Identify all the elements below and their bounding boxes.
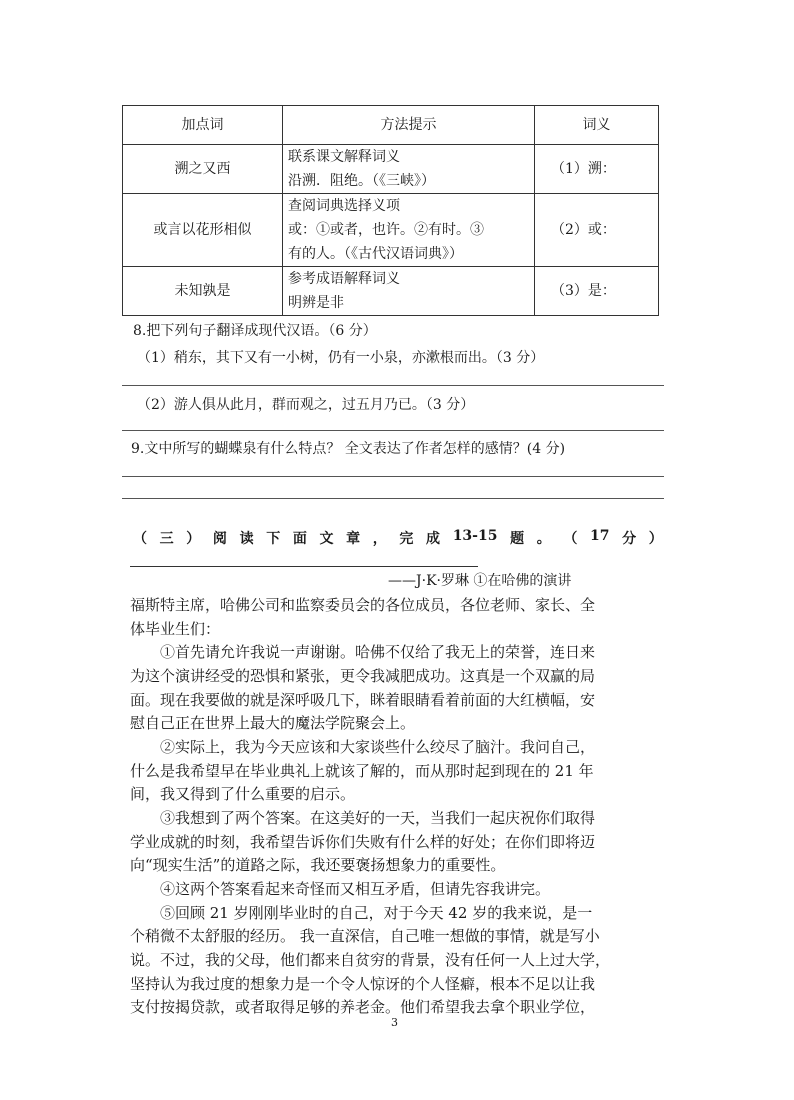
article-line: 坚持认为我过度的想象力是一个令人惊讶的个人怪癖，根本不足以让我 <box>130 975 596 993</box>
article-line: 福斯特主席，哈佛公司和监察委员会的各位成员，各位老师、家长、全 <box>130 596 596 614</box>
title-underline <box>130 566 478 567</box>
table-row <box>123 267 659 316</box>
heading-char: 。 <box>536 531 551 547</box>
table-cell-hint <box>283 194 535 267</box>
article-line: 为这个演讲经受的恐惧和紧张，更令我减肥成功。这真是一个双赢的局 <box>130 667 596 685</box>
heading-char: 三 <box>159 531 174 547</box>
heading-char: 13-15 <box>452 528 498 544</box>
heading-char: 章 <box>346 531 361 547</box>
page-number: 3 <box>391 1016 398 1029</box>
heading-char: 17 <box>590 528 610 544</box>
table-cell-hint <box>283 145 535 194</box>
heading-char: ， <box>372 531 387 547</box>
table-header-row <box>123 106 659 145</box>
article-line: ⑤回顾 21 岁刚刚毕业时的自己，对于今天 42 岁的我来说，是一 <box>130 904 593 922</box>
heading-char: 面 <box>292 531 307 547</box>
article-line: 面。现在我要做的就是深呼吸几下，眯着眼睛看着前面的大红横幅，安 <box>130 691 596 709</box>
heading-char: 成 <box>426 531 441 547</box>
heading-char: （ <box>563 531 578 547</box>
article-line: ②实际上，我为今天应该和大家谈些什么绞尽了脑汁。我问自己， <box>130 738 596 756</box>
vocabulary-table <box>122 105 659 316</box>
table-row <box>123 145 659 194</box>
table-header-word: 加点词 <box>123 106 283 145</box>
hint-line: 参考成语解释词义 <box>288 271 400 287</box>
article-line: 慰自己正在世界上最大的魔法学院聚会上。 <box>130 714 416 732</box>
section-heading <box>133 528 663 548</box>
answer-line <box>122 430 664 431</box>
question-8-sentence-2: （2）游人俱从此月，群而观之，过五月乃已。（3 分） <box>137 397 475 413</box>
article-byline: ——J·K·罗琳 ①在哈佛的演讲 <box>388 573 572 589</box>
heading-char: 下 <box>266 531 281 547</box>
article-line: 学业成就的时刻，我希望告诉你们失败有什么样的好处；在你们即将迈 <box>130 833 596 851</box>
heading-char: 文 <box>319 531 334 547</box>
heading-char: （ <box>133 531 147 547</box>
hint-line: 或：①或者，也许。②有时。③ <box>288 222 484 238</box>
article-line: ④这两个答案看起来奇怪而又相互矛盾，但请先容我讲完。 <box>130 880 551 898</box>
article-line: 向“现实生活”的道路之际，我还要褒扬想象力的重要性。 <box>130 856 506 874</box>
table-cell-word: 或言以花形相似 <box>123 194 283 267</box>
heading-char: ） <box>648 531 663 547</box>
article-line: 支付按揭贷款，或者取得足够的养老金。他们希望我去拿个职业学位， <box>130 998 596 1016</box>
table-cell-word: 溯之又西 <box>123 145 283 194</box>
hint-line: 沿溯．阻绝。（《三峡》） <box>288 173 435 189</box>
heading-char: 分 <box>622 531 637 547</box>
article-line: ③我想到了两个答案。在这美好的一天，当我们一起庆祝你们取得 <box>130 809 596 827</box>
heading-char: 完 <box>399 531 414 547</box>
hint-line: 查阅词典选择义项 <box>288 198 400 214</box>
answer-line <box>122 385 664 386</box>
article-line: ①首先请允许我说一声谢谢。哈佛不仅给了我无上的荣誉，连日来 <box>130 643 596 661</box>
answer-line <box>122 498 664 499</box>
table-header-hint: 方法提示 <box>283 106 535 145</box>
question-9-title: 9.文中所写的蝴蝶泉有什么特点？ 全文表达了作者怎样的感情？(4 分) <box>131 441 566 457</box>
heading-char: 阅 <box>212 531 227 547</box>
article-line: 个稍微不太舒服的经历。 我一直深信，自己唯一想做的事情，就是写小 <box>130 927 600 945</box>
table-cell-hint <box>283 267 535 316</box>
answer-line <box>122 476 664 477</box>
heading-char: 题 <box>510 531 525 547</box>
hint-line: 有的人。（《古代汉语词典》） <box>288 246 463 262</box>
table-cell-meaning: （1）溯： <box>535 145 659 194</box>
article-line: 体毕业生们： <box>130 620 221 638</box>
table-row <box>123 194 659 267</box>
article-line: 说。不过，我的父母，他们都来自贫穷的背景，没有任何一人上过大学， <box>130 951 611 969</box>
table-cell-meaning: （3）是： <box>535 267 659 316</box>
hint-line: 联系课文解释词义 <box>288 149 400 165</box>
heading-char: 读 <box>239 531 254 547</box>
table-cell-word: 未知孰是 <box>123 267 283 316</box>
heading-char: ） <box>186 531 201 547</box>
hint-line: 明辨是非 <box>288 295 344 311</box>
article-line: 间，我又得到了什么重要的启示。 <box>130 785 356 803</box>
article-line: 什么是我希望早在毕业典礼上就该了解的，而从那时起到现在的 21 年 <box>130 762 594 780</box>
table-header-meaning: 词义 <box>535 106 659 145</box>
question-8-sentence-1: （1）稍东，其下又有一小树，仍有一小泉，亦漱根而出。（3 分） <box>137 350 545 366</box>
table-cell-meaning: （2）或： <box>535 194 659 267</box>
question-8-title: 8.把下列句子翻译成现代汉语。（6 分） <box>133 323 377 339</box>
